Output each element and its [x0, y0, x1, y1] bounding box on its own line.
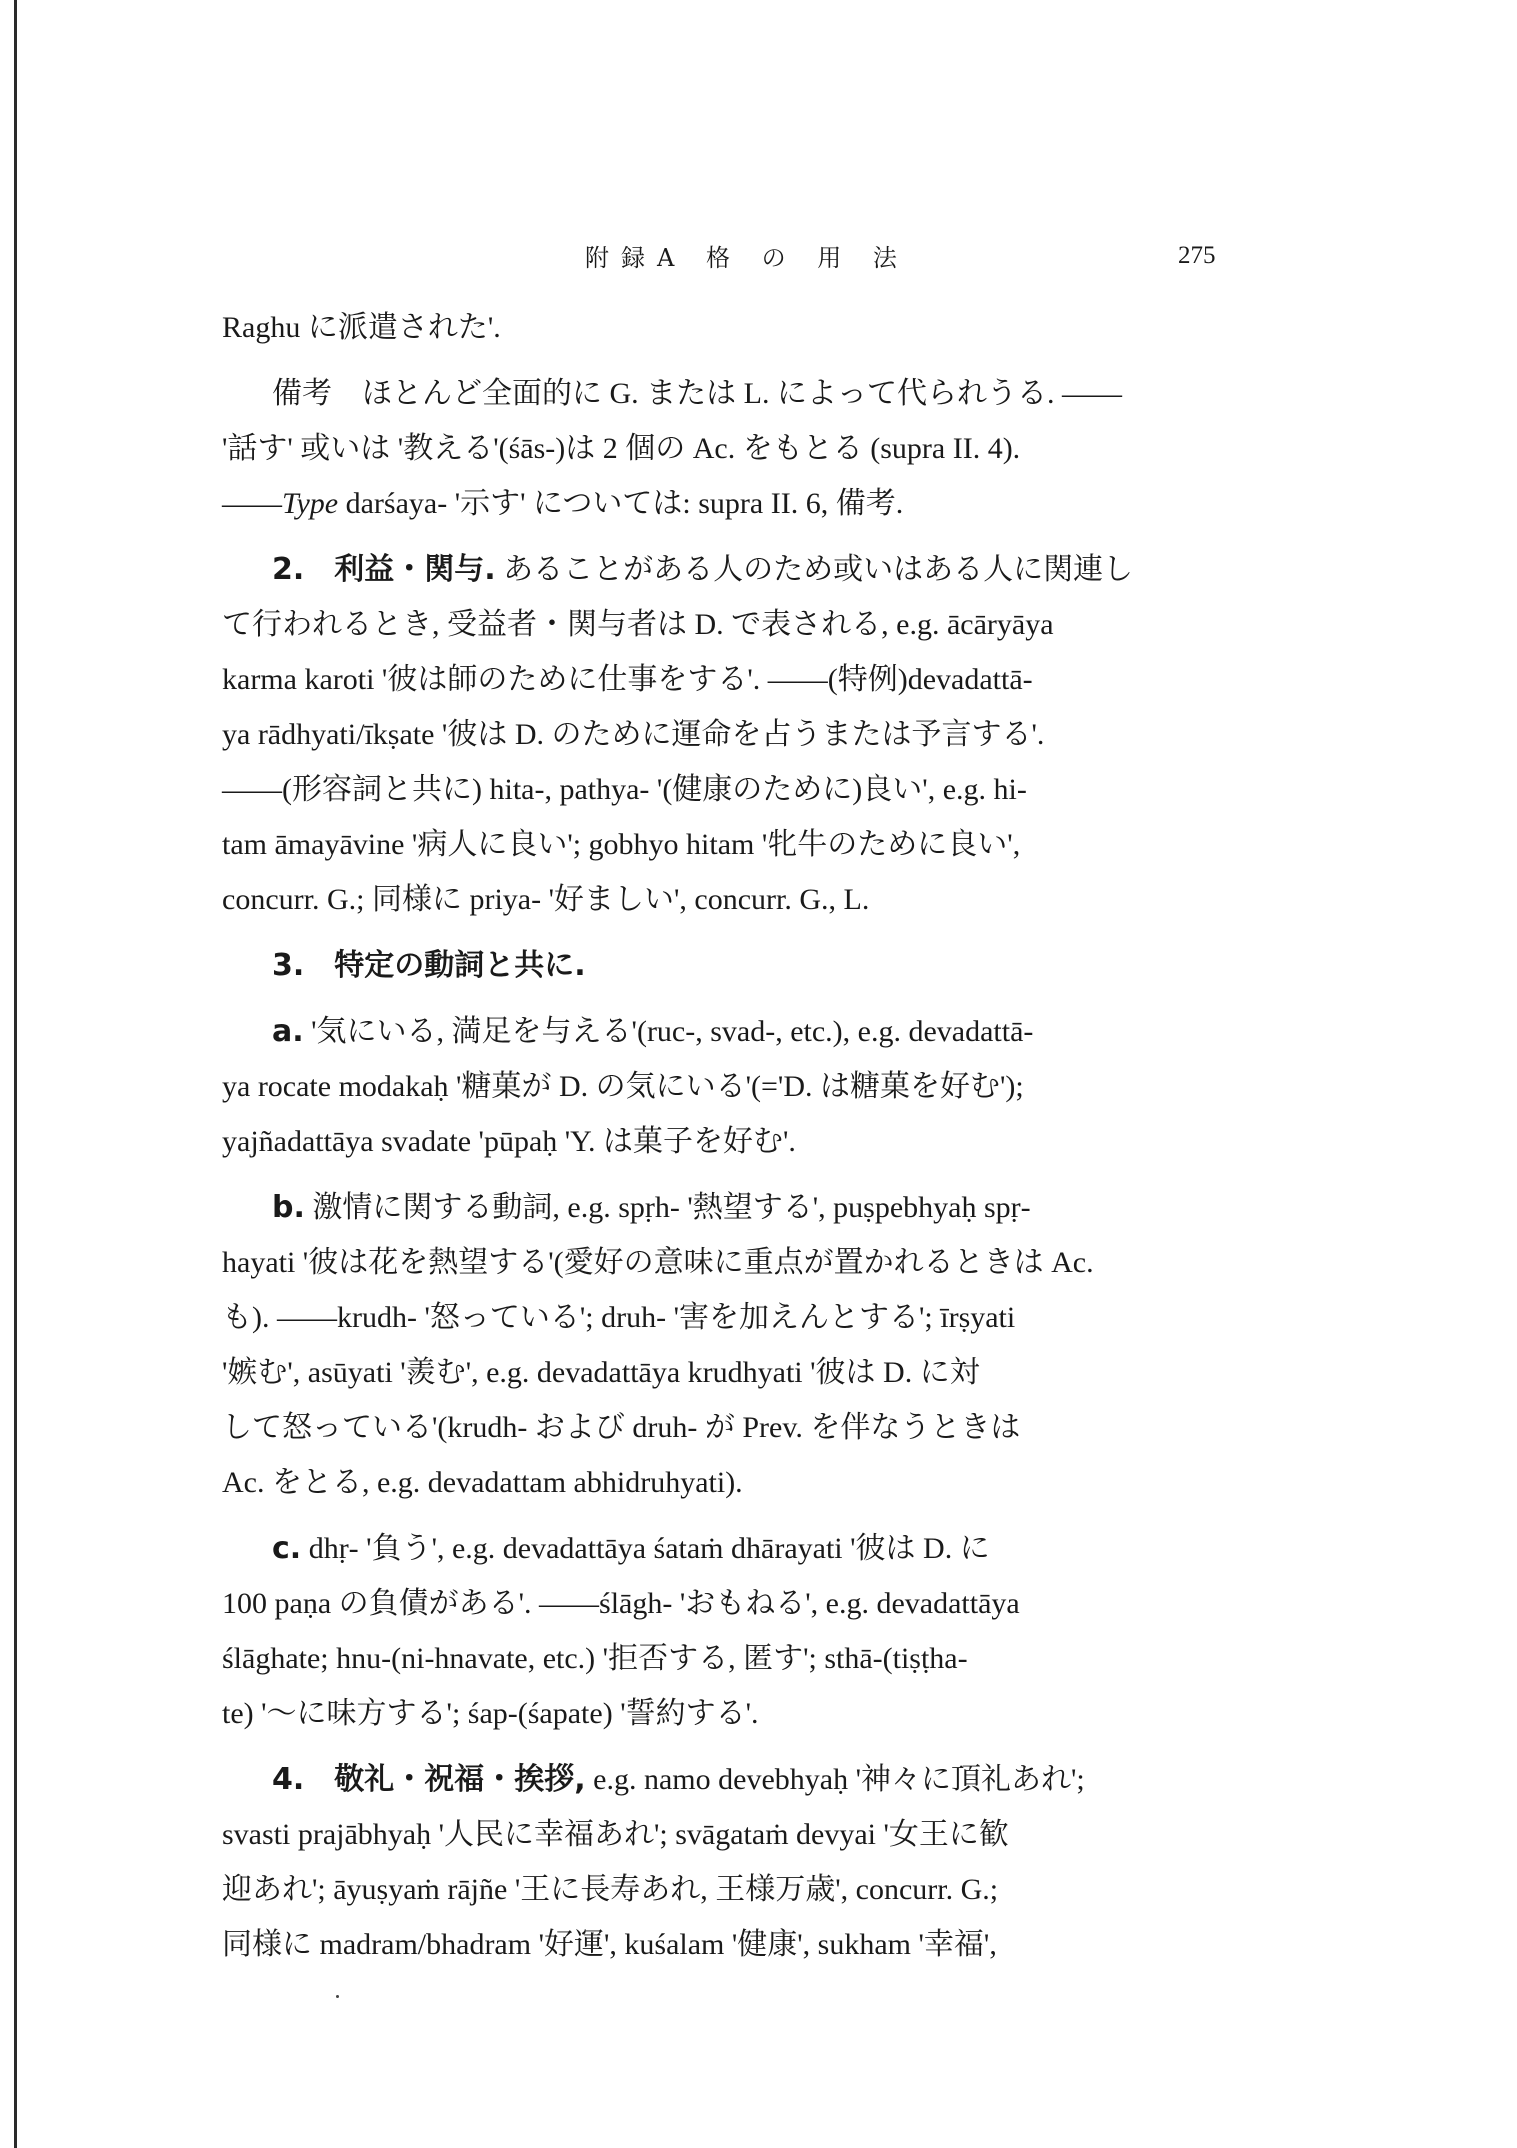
- subsection-label: a.: [272, 1014, 304, 1049]
- binding-edge: [14, 0, 17, 2148]
- text-line: 備考 ほとんど全面的に G. または L. によって代られうる. ——: [272, 377, 1122, 410]
- scan-speck: [336, 1995, 339, 1998]
- text-line: ya rādhyati/īkṣate '彼は D. のために運命を占うまたは予言する'.: [222, 718, 1045, 751]
- section-line: [222, 938, 1212, 993]
- page-number: 275: [1178, 242, 1216, 269]
- text-line: 同様に madram/bhadram '好運', kuśalam '健康', sukham '幸福',: [222, 1928, 997, 1961]
- dash: ——: [222, 487, 282, 520]
- text-line: svasti prajābhyaḥ '人民に幸福あれ'; svāgataṁ devyai '女王に歓: [222, 1818, 1009, 1851]
- section-heading: 3. 特定の動詞と共に.: [272, 948, 586, 983]
- text-span: あることがある人のため或いはある人に関連し: [495, 553, 1134, 586]
- subsection-line: [222, 1004, 1212, 1059]
- text-line: '話す' 或いは '教える'(śās-)は 2 個の Ac. をもとる (supra II. 4).: [222, 432, 1021, 465]
- section-line: [222, 1752, 1212, 1807]
- section-heading: 4. 敬礼・祝福・挨拶,: [272, 1762, 586, 1797]
- text-line: して怒っている'(krudh- および druh- が Prev. を伴なうときは: [222, 1411, 1021, 1444]
- text-line: '嫉む', asūyati '羨む', e.g. devadattāya krudhyati '彼は D. に対: [222, 1356, 980, 1389]
- subsection-label: b.: [272, 1190, 305, 1225]
- text-line: も). ——krudh- '怒っている'; druh- '害を加えんとする'; īrṣyati: [222, 1301, 1016, 1334]
- subsection-line: [222, 1180, 1212, 1235]
- text-line: [222, 476, 1212, 531]
- subsection-label: c.: [272, 1531, 302, 1566]
- text-line: て行われるとき, 受益者・関与者は D. で表される, e.g. ācāryāya: [222, 608, 1054, 641]
- running-head: 附録A 格 の 用 法: [585, 244, 909, 272]
- text-line: Ac. をとる, e.g. devadattam abhidruhyati).: [222, 1466, 743, 1499]
- text-line: te) '～に味方する'; śap-(śapate) '誓約する'.: [222, 1697, 759, 1730]
- text-line: ya rocate modakaḥ '糖菓が D. の気にいる'(='D. は糖菓を好む');: [222, 1070, 1024, 1103]
- text-span: darśaya- '示す' については: supra II. 6, 備考.: [338, 487, 904, 520]
- text-line: ślāghate; hnu-(ni-hnavate, etc.) '拒否する, 匿す'; sthā-(tiṣṭha-: [222, 1642, 968, 1675]
- text-line: tam āmayāvine '病人に良い'; gobhyo hitam '牝牛のために良い',: [222, 828, 1021, 861]
- text-line: karma karoti '彼は師のために仕事をする'. ——(特例)devadattā-: [222, 663, 1033, 696]
- text-line: Raghu に派遣された'.: [222, 311, 501, 344]
- text-line: concurr. G.; 同様に priya- '好ましい', concurr. G., L.: [222, 883, 870, 916]
- text-span: '気にいる, 満足を与える'(ruc-, svad-, etc.), e.g. devadattā-: [303, 1015, 1034, 1048]
- text-span: e.g. namo devebhyaḥ '神々に頂礼あれ';: [585, 1763, 1085, 1796]
- page-header: [0, 238, 1517, 278]
- text-span: 激情に関する動詞, e.g. spṛh- '熱望する', puṣpebhyaḥ spṛ-: [304, 1191, 1031, 1224]
- text-line: 100 paṇa の負債がある'. ——ślāgh- 'おもねる', e.g. devadattāya: [222, 1587, 1020, 1620]
- page-body: [222, 300, 1212, 1972]
- section-heading: 2. 利益・関与.: [272, 552, 496, 587]
- text-line: yajñadattāya svadate 'pūpaḥ 'Y. は菓子を好む'.: [222, 1125, 796, 1158]
- text-span: dhṛ- '負う', e.g. devadattāya śataṁ dhārayati '彼は D. に: [301, 1532, 990, 1565]
- italic-term: Type: [282, 487, 339, 520]
- section-line: [222, 542, 1212, 597]
- subsection-line: [222, 1521, 1212, 1576]
- text-line: hayati '彼は花を熱望する'(愛好の意味に重点が置かれるときは Ac.: [222, 1246, 1094, 1279]
- text-line: ——(形容詞と共に) hita-, pathya- '(健康のために)良い', e.g. hi-: [222, 773, 1027, 806]
- text-line: 迎あれ'; āyuṣyaṁ rājñe '王に長寿あれ, 王様万歳', concurr. G.;: [222, 1873, 999, 1906]
